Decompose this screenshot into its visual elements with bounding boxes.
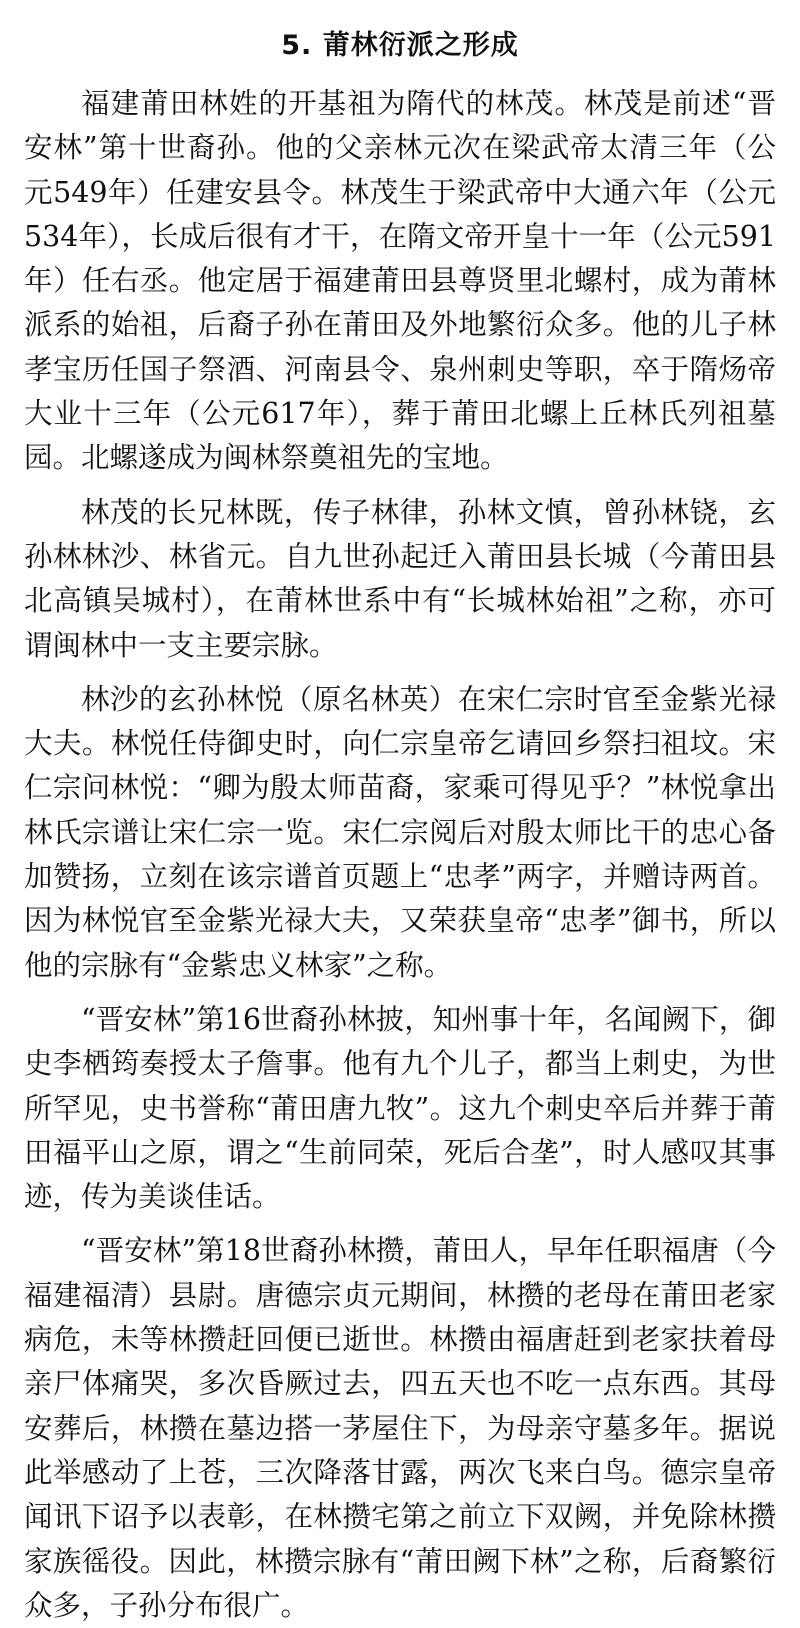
paragraph-changcheng-branch: 林茂的长兄林既，传子林律，孙林文慎，曾孙林铙，玄孙林林沙、林省元。自九世孙起迁入莆田县长城（今莆田县北高镇吴城村），在莆林世系中有“长城林始祖”之称，亦可谓闽林中一支主要宗脉。 — [24, 495, 776, 662]
paragraph-nine-governors: “晋安林”第16世裔孙林披，知州事十年，名闻阙下，御史李栖筠奏授太子詹事。他有九个儿子，都当上刺史，为世所罕见，史书誉称“莆田唐九牧”。这九个刺史卒后并葬于莆田福平山之原，谓之“生前同荣，死后合垄”，时人感叹其事迹，传为美谈佳话。 — [24, 1002, 776, 1214]
paragraph-lin-yue: 林沙的玄孙林悦（原名林英）在宋仁宗时官至金紫光禄大夫。林悦任侍御史时，向仁宗皇帝乞请回乡祭扫祖坟。宋仁宗问林悦：“卿为殷太师苗裔，家乘可得见乎？”林悦拿出林氏宗谱让宋仁宗一览。宋仁宗阅后对殷太师比干的忠心备加赞扬，立刻在该宗谱首页题上“忠孝”两字，并赠诗两首。因为林悦官至金紫光禄大夫，又荣获皇帝“忠孝”御书，所以他的宗脉有“金紫忠义林家”之称。 — [24, 682, 776, 982]
paragraph-putian-founder: 福建莆田林姓的开基祖为隋代的林茂。林茂是前述“晋安林”第十世裔孙。他的父亲林元次在梁武帝太清三年（公元549年）任建安县令。林茂生于梁武帝中大通六年（公元534年），长成后很有才干，在隋文帝开皇十一年（公元591年）任右丞。他定居于福建莆田县尊贤里北螺村，成为莆林派系的始祖，后裔子孙在莆田及外地繁衍众多。他的儿子林孝宝历任国子祭酒、河南县令、泉州刺史等职，卒于隋炀帝大业十三年（公元617年），葬于莆田北螺上丘林氏列祖墓园。北螺遂成为闽林祭奠祖先的宝地。 — [24, 87, 776, 475]
section-title: 5. 莆林衍派之形成 — [281, 30, 519, 61]
paragraph-lin-zan: “晋安林”第18世裔孙林攒，莆田人，早年任职福唐（今福建福清）县尉。唐德宗贞元期间，林攒的老母在莆田老家病危，未等林攒赶回便已逝世。林攒由福唐赶到老家扶着母亲尸体痛哭，多次昏厥过去，四五天也不吃一点东西。其母安葬后，林攒在墓边搭一茅屋住下，为母亲守墓多年。据说此举感动了上苍，三次降落甘露，两次飞来白鸟。德宗皇帝闻讯下诏予以表彰，在林攒宅第之前立下双阙，并免除林攒家族徭役。因此，林攒宗脉有“莆田阙下林”之称，后裔繁衍众多，子孙分布很广。 — [24, 1234, 776, 1622]
